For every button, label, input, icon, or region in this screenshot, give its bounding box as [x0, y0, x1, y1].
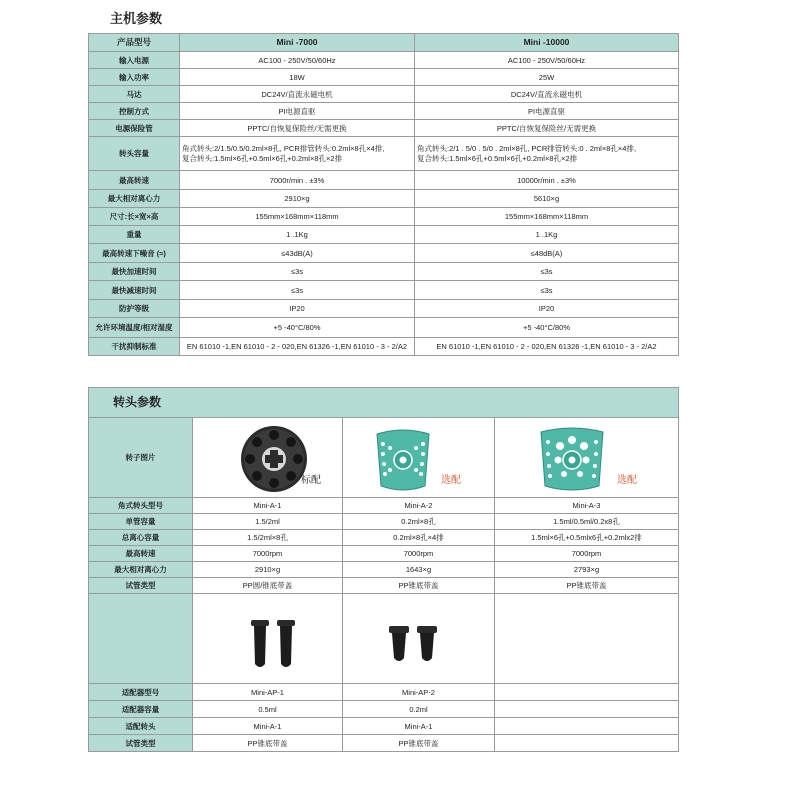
row-label: 单管容量: [89, 514, 193, 530]
table-row: [89, 263, 679, 281]
table-row: [89, 684, 679, 701]
cell-10000: AC100 - 250V/50/60Hz: [415, 52, 679, 69]
cell-adapter-2: 0.2ml: [343, 701, 495, 718]
row-label: 马达: [89, 86, 180, 103]
table-row: [89, 226, 679, 244]
cell-rotor-2: 0.2ml×8孔×4排: [343, 530, 495, 546]
row-label: 试管类型: [89, 735, 193, 752]
table-row: [89, 103, 679, 120]
cell-adapter-3: [495, 701, 679, 718]
rotor-capacity-line: 角式转头:2/1 . 5/0 . 5/0 . 2ml×8孔, PCR排管转头:0 . 2ml×8孔×4排,: [417, 143, 637, 153]
table-row: [89, 69, 679, 86]
row-label: 防护等级: [89, 300, 180, 318]
row-label: 干扰抑制标准: [89, 338, 180, 356]
table-row: [89, 52, 679, 69]
cell-10000: 155mm×168mm×118mm: [415, 208, 679, 226]
cell-rotor-3: PP锥底带盖: [495, 578, 679, 594]
cell-10000: ≤48dB(A): [415, 244, 679, 263]
row-label: 输入功率: [89, 69, 180, 86]
row-label: 重量: [89, 226, 180, 244]
cell-7000: 1 .1Kg: [180, 226, 415, 244]
table-row: [89, 171, 679, 190]
row-label: 尺寸:长×宽×高: [89, 208, 180, 226]
cell-rotor-1: Mini-A-1: [193, 498, 343, 514]
row-label: 试管类型: [89, 578, 193, 594]
standard-tag: 标配: [301, 475, 321, 486]
rotor-image-row: [89, 418, 679, 498]
row-label: 转头容量: [89, 137, 180, 171]
cell-10000: DC24V/直流永磁电机: [415, 86, 679, 103]
header-model-10000: Mini -10000: [415, 34, 679, 52]
cell-rotor-1: 1.5/2ml×8孔: [193, 530, 343, 546]
table-row: [89, 498, 679, 514]
row-label: 最高转速下噪音 (≈): [89, 244, 180, 263]
row-label: 最高转速: [89, 171, 180, 190]
cell-7000: 2910×g: [180, 190, 415, 208]
row-label: 适配器容量: [89, 701, 193, 718]
row-label: 角式转头型号: [89, 498, 193, 514]
adapter-image-cell-3: [495, 594, 679, 684]
table-row: [89, 338, 679, 356]
table-row: [89, 562, 679, 578]
table-row: [89, 120, 679, 137]
cell-10000: ≤3s: [415, 263, 679, 281]
cell-adapter-2: PP锥底带盖: [343, 735, 495, 752]
cell-rotor-2: Mini-A-2: [343, 498, 495, 514]
table-row: [89, 578, 679, 594]
cell-7000: ≤43dB(A): [180, 244, 415, 263]
row-label: 适配转头: [89, 718, 193, 735]
cell-10000: PPTC/自恢复保险丝/无需更换: [415, 120, 679, 137]
table-row: [89, 300, 679, 318]
cell-adapter-1: Mini-A-1: [193, 718, 343, 735]
optional-tag: 选配: [617, 475, 637, 486]
cell-rotor-3: Mini-A-3: [495, 498, 679, 514]
cell-10000: 1 .1Kg: [415, 226, 679, 244]
table-row: [89, 530, 679, 546]
table-row: [89, 281, 679, 300]
main-params-title: 主机参数: [110, 11, 163, 26]
row-label: 最大相对离心力: [89, 190, 180, 208]
cell-10000: +5 -40°C/80%: [415, 318, 679, 338]
rotor-a2-image: [371, 426, 435, 496]
rotor-a3-image: [535, 424, 609, 496]
row-label: 最大相对离心力: [89, 562, 193, 578]
cell-7000: IP20: [180, 300, 415, 318]
cell-10000: EN 61010 -1,EN 61010 - 2 - 020,EN 61326 -1,EN 61010 - 3 - 2/A2: [415, 338, 679, 356]
row-label: 控制方式: [89, 103, 180, 120]
table-header-row: [89, 34, 679, 52]
row-label-empty: [89, 594, 193, 684]
table-row: [89, 86, 679, 103]
cell-10000: PI电源直驱: [415, 103, 679, 120]
optional-tag: 选配: [441, 475, 461, 486]
cell-rotor-1: 1.5/2ml: [193, 514, 343, 530]
table-row: [89, 514, 679, 530]
cell-10000: ≤3s: [415, 281, 679, 300]
table-row: [89, 244, 679, 263]
table-row: [89, 701, 679, 718]
rotor-capacity-line: 角式转头:2/1.5/0.5/0.2ml×8孔, PCR排管转头:0.2ml×8孔×4排,: [182, 143, 385, 153]
main-params-table: [88, 33, 679, 356]
cell-7000: 7000r/min . ±3%: [180, 171, 415, 190]
cell-rotor-2: 0.2ml×8孔: [343, 514, 495, 530]
cell-7000: AC100 - 250V/50/60Hz: [180, 52, 415, 69]
rotor-params-title: 转头参数: [89, 388, 679, 418]
cell-7000: 18W: [180, 69, 415, 86]
adapter-image-row: [89, 594, 679, 684]
rotor-title-row: [89, 388, 679, 418]
table-row: [89, 735, 679, 752]
cell-7000: ≤3s: [180, 263, 415, 281]
cell-10000: 25W: [415, 69, 679, 86]
adapter-image-cell-1: [193, 594, 343, 684]
cell-adapter-1: Mini-AP-1: [193, 684, 343, 701]
rotor-image-cell-2: [343, 418, 495, 498]
adapter-ap2-image: [387, 626, 443, 666]
table-row: [89, 718, 679, 735]
cell-rotor-2: PP锥底带盖: [343, 578, 495, 594]
cell-adapter-2: Mini-AP-2: [343, 684, 495, 701]
cell-7000: PPTC/自恢复保险丝/无需更换: [180, 120, 415, 137]
cell-adapter-1: 0.5ml: [193, 701, 343, 718]
cell-adapter-2: Mini-A-1: [343, 718, 495, 735]
rotor-capacity-line: 复合转头:1.5ml×6孔+0.5ml×6孔+0.2ml×8孔×2排: [182, 153, 343, 163]
cell-adapter-3: [495, 735, 679, 752]
cell-10000: IP20: [415, 300, 679, 318]
cell-rotor-1: 7000rpm: [193, 546, 343, 562]
adapter-image-cell-2: [343, 594, 495, 684]
rotor-capacity-line: 复合转头:1.5ml×6孔+0.5ml×6孔+0.2ml×8孔×2排: [417, 153, 578, 163]
row-label: 转子图片: [89, 418, 193, 498]
row-label: 输入电源: [89, 52, 180, 69]
cell-7000: EN 61010 -1,EN 61010 - 2 - 020,EN 61326 -1,EN 61010 - 3 - 2/A2: [180, 338, 415, 356]
rotor-params-table: [88, 387, 679, 752]
cell-7000: [180, 137, 415, 171]
cell-7000: +5 -40°C/80%: [180, 318, 415, 338]
row-label: 允许环境温度/相对湿度: [89, 318, 180, 338]
cell-rotor-3: 1.5ml×6孔+0.5mlx6孔+0.2mlx2排: [495, 530, 679, 546]
cell-rotor-3: 7000rpm: [495, 546, 679, 562]
cell-rotor-3: 2793×g: [495, 562, 679, 578]
row-label: 适配器型号: [89, 684, 193, 701]
cell-rotor-1: 2910×g: [193, 562, 343, 578]
cell-rotor-3: 1.5ml/0.5ml/0.2x8孔: [495, 514, 679, 530]
row-label: 最快减速时间: [89, 281, 180, 300]
table-row: [89, 318, 679, 338]
table-row: [89, 546, 679, 562]
cell-adapter-3: [495, 684, 679, 701]
cell-rotor-1: PP圆/锥底带盖: [193, 578, 343, 594]
cell-adapter-1: PP锥底带盖: [193, 735, 343, 752]
row-label: 最高转速: [89, 546, 193, 562]
adapter-ap1-image: [249, 620, 301, 670]
row-label: 电源保险管: [89, 120, 180, 137]
table-row: [89, 137, 679, 171]
rotor-a1-image: [239, 424, 309, 494]
table-row: [89, 190, 679, 208]
cell-7000: ≤3s: [180, 281, 415, 300]
cell-10000: 5610×g: [415, 190, 679, 208]
cell-adapter-3: [495, 718, 679, 735]
cell-7000: PI电源直驱: [180, 103, 415, 120]
header-model-7000: Mini -7000: [180, 34, 415, 52]
header-label: 产品型号: [89, 34, 180, 52]
table-row: [89, 208, 679, 226]
rotor-image-cell-3: [495, 418, 679, 498]
cell-10000: [415, 137, 679, 171]
cell-7000: 155mm×168mm×118mm: [180, 208, 415, 226]
cell-7000: DC24V/直流永磁电机: [180, 86, 415, 103]
row-label: 总离心容量: [89, 530, 193, 546]
row-label: 最快加速时间: [89, 263, 180, 281]
cell-rotor-2: 1643×g: [343, 562, 495, 578]
rotor-image-cell-1: [193, 418, 343, 498]
cell-rotor-2: 7000rpm: [343, 546, 495, 562]
cell-10000: 10000r/min . ±3%: [415, 171, 679, 190]
